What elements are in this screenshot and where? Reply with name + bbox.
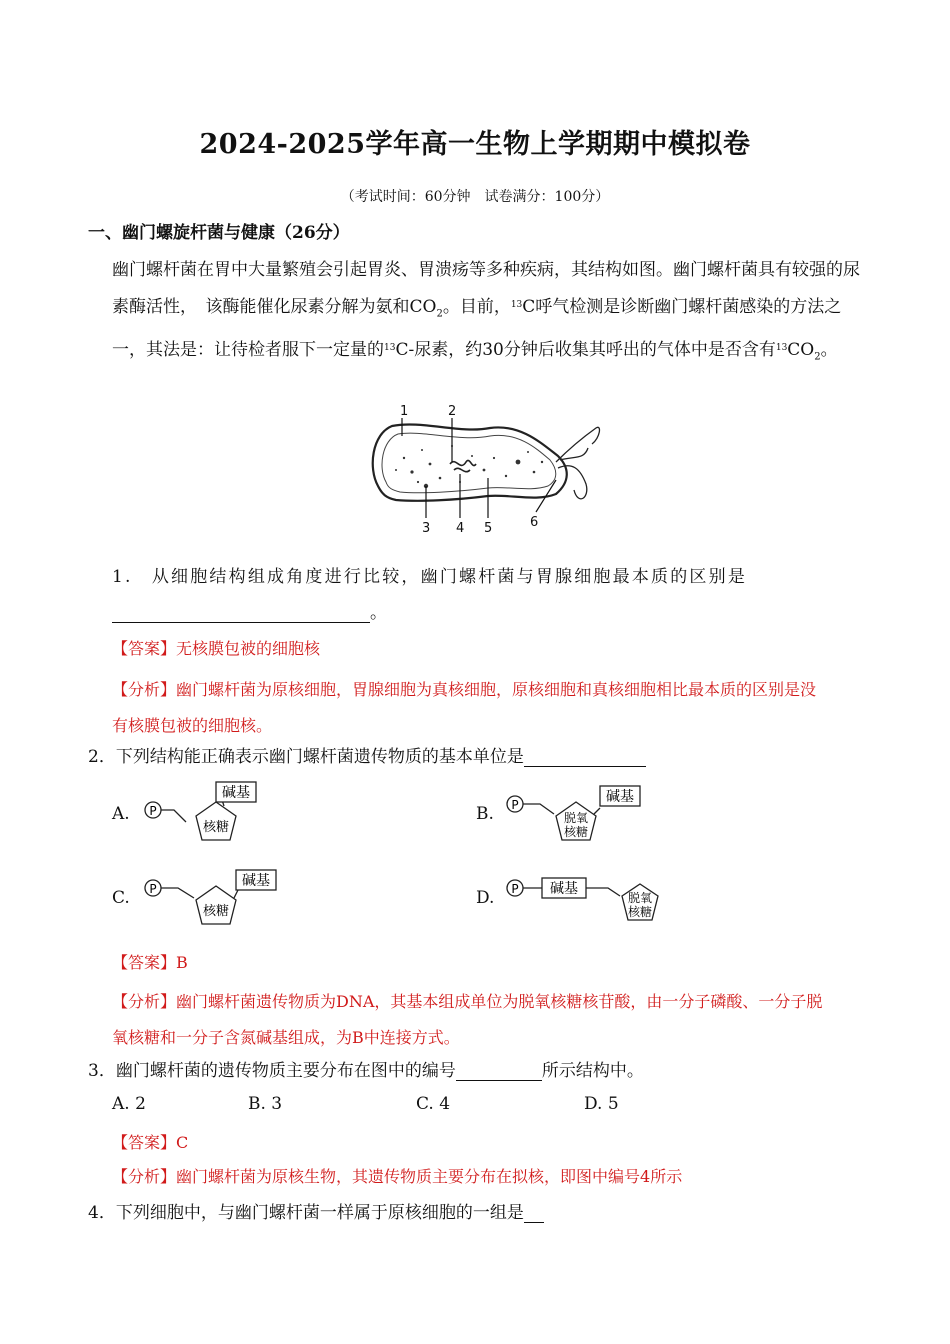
svg-text:P: P <box>149 804 157 818</box>
svg-text:碱基: 碱基 <box>550 881 578 897</box>
option-c-diagram <box>142 864 282 932</box>
analysis-2: 【分析】幽门螺杆菌遗传物质为DNA，其基本组成单位为脱氧核糖核苷酸，由一分子磷酸、一分子脱 氧核糖和一分子含氮碱基组成，为B中连接方式。 <box>112 992 823 1047</box>
svg-text:脱氧: 脱氧 <box>627 891 653 905</box>
q3-option-b[interactable]: B. 3 <box>248 1094 283 1114</box>
question-4: 4．下列细胞中，与幽门螺杆菌一样属于原核细胞的一组是 <box>88 1198 544 1223</box>
q3-option-d[interactable]: D. 5 <box>584 1094 619 1114</box>
figure-label-5: 5 <box>484 521 493 536</box>
analysis-1: 【分析】幽门螺杆菌为原核细胞，胃腺细胞为真核细胞，原核细胞和真核细胞相比最本质的区别是没 有核膜包被的细胞核。 <box>112 680 817 735</box>
page-title: 2024-2025学年高一生物上学期期中模拟卷 <box>199 129 751 160</box>
svg-text:核糖: 核糖 <box>202 904 230 919</box>
exam-subtitle: （考试时间：60分钟 试卷满分：100分） <box>340 189 610 205</box>
figure-label-3: 3 <box>422 521 431 536</box>
question-3: 3．幽门螺杆菌的遗传物质主要分布在图中的编号 所示结构中。 <box>88 1061 644 1081</box>
figure-label-4: 4 <box>456 521 465 536</box>
question-1-blank-line: 。 <box>112 598 387 623</box>
q3-option-c[interactable]: C. 4 <box>416 1094 451 1114</box>
answer-2: 【答案】B <box>112 953 188 972</box>
svg-text:核糖: 核糖 <box>202 820 230 835</box>
figure-label-2: 2 <box>448 404 457 419</box>
answer-3: 【答案】C <box>112 1133 189 1152</box>
bacterium-diagram <box>360 398 610 538</box>
svg-text:碱基: 碱基 <box>606 789 634 805</box>
intro-paragraph: 幽门螺杆菌在胃中大量繁殖会引起胃炎、胃溃疡等多种疾病，其结构如图。幽门螺杆菌具有较强的尿素酶活性， 该酶能催化尿素分解为氨和$CO_2$。目前，$^{13}$C呼气检测是诊断幽门螺杆菌感染的方法之一，其法是：让待检者服下一定量的$^{13}$C-尿素，约30分钟后收集其呼出的气体中是否含有$^{13}CO_2$。 <box>112 260 860 363</box>
svg-text:脱氧: 脱氧 <box>563 811 589 825</box>
svg-text:核糖: 核糖 <box>563 825 589 839</box>
option-d-diagram <box>504 872 664 930</box>
question-1: 1. 从细胞结构组成角度进行比较，幽门螺杆菌与胃腺细胞最本质的区别是 <box>112 567 748 587</box>
option-b-label[interactable]: B. <box>476 804 494 824</box>
svg-text:P: P <box>149 882 157 896</box>
option-a-label[interactable]: A. <box>112 804 130 824</box>
question-2: 2．下列结构能正确表示幽门螺杆菌遗传物质的基本单位是 <box>88 742 646 767</box>
svg-text:P: P <box>511 882 519 896</box>
option-c-label[interactable]: C. <box>112 888 130 908</box>
option-d-label[interactable]: D. <box>476 888 495 908</box>
section-title: 一、幽门螺旋杆菌与健康（26分） <box>88 223 350 243</box>
analysis-3: 【分析】幽门螺杆菌为原核生物，其遗传物质主要分布在拟核，即图中编号4所示 <box>112 1167 683 1186</box>
svg-text:核糖: 核糖 <box>627 905 653 919</box>
option-a-diagram <box>142 778 272 846</box>
q3-option-a[interactable]: A. 2 <box>112 1094 146 1114</box>
figure-label-1: 1 <box>400 404 409 419</box>
option-b-diagram <box>504 782 644 850</box>
svg-text:碱基: 碱基 <box>222 785 250 801</box>
figure-label-6: 6 <box>530 515 539 530</box>
answer-1: 【答案】无核膜包被的细胞核 <box>112 639 321 658</box>
svg-text:P: P <box>511 798 519 812</box>
svg-text:碱基: 碱基 <box>242 873 270 889</box>
